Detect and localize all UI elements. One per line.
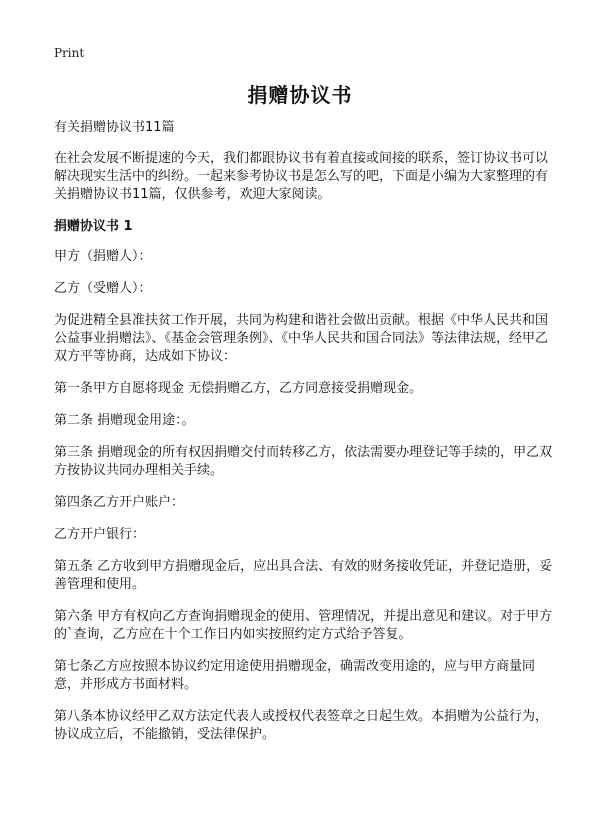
paragraph-article-8: 第八条本协议经甲乙双方法定代表人或授权代表签章之日起生效。本捐赠为公益行为，协议成立后，不能撤销，受法律保护。 <box>54 709 549 742</box>
print-label: Print <box>54 46 85 60</box>
paragraph-party-a: 甲方（捐赠人）： <box>54 249 152 264</box>
paragraph-article-1: 第一条甲方自愿将现金 无偿捐赠乙方，乙方同意接受捐赠现金。 <box>54 381 423 396</box>
intro-paragraph: 在社会发展不断提速的今天，我们都跟协议书有着直接或间接的联系，签订协议书可以解决现实生活中的纠纷。一起来参考协议书是怎么写的吧，下面是小编为大家整理的有关捐赠协议书11篇，仅供参考，欢迎大家阅读。 <box>54 151 549 202</box>
paragraph-bank: 乙方开户银行： <box>54 527 146 542</box>
paragraph-article-6: 第六条 甲方有权向乙方查询捐赠现金的使用、管理情况，并提出意见和建议。对于甲方的`查询，乙方应在十个工作日内如实按照约定方式给予答复。 <box>54 609 553 642</box>
document-body <box>54 119 554 758</box>
section-heading: 捐赠协议书 1 <box>54 219 133 234</box>
paragraph-article-5: 第五条 乙方收到甲方捐赠现金后，应出具合法、有效的财务接收凭证，并登记造册，妥善管理和使用。 <box>54 559 553 592</box>
document-subtitle: 有关捐赠协议书11篇 <box>54 120 175 135</box>
paragraph-article-7: 第七条乙方应按照本协议约定用途使用捐赠现金，确需改变用途的，应与甲方商量同意，并形成方书面材料。 <box>54 659 536 692</box>
paragraph-preamble: 为促进精全县准扶贫工作开展，共同为构建和谐社会做出贡献。根据《中华人民共和国公益事业捐赠法》、《基金会管理条例》、《中华人民共和国合同法》等法律法规，经甲乙双方平等协商，达成如下协议： <box>54 313 549 364</box>
paragraph-article-2: 第二条 捐赠现金用途：。 <box>54 413 195 428</box>
paragraph-party-b: 乙方（受赠人）： <box>54 281 152 296</box>
paragraph-article-3: 第三条 捐赠现金的所有权因捐赠交付而转移乙方，依法需要办理登记等手续的，甲乙双方按协议共同办理相关手续。 <box>54 445 553 478</box>
document-title: 捐赠协议书 <box>247 83 353 107</box>
paragraph-article-4: 第四条乙方开户账户： <box>54 495 185 510</box>
